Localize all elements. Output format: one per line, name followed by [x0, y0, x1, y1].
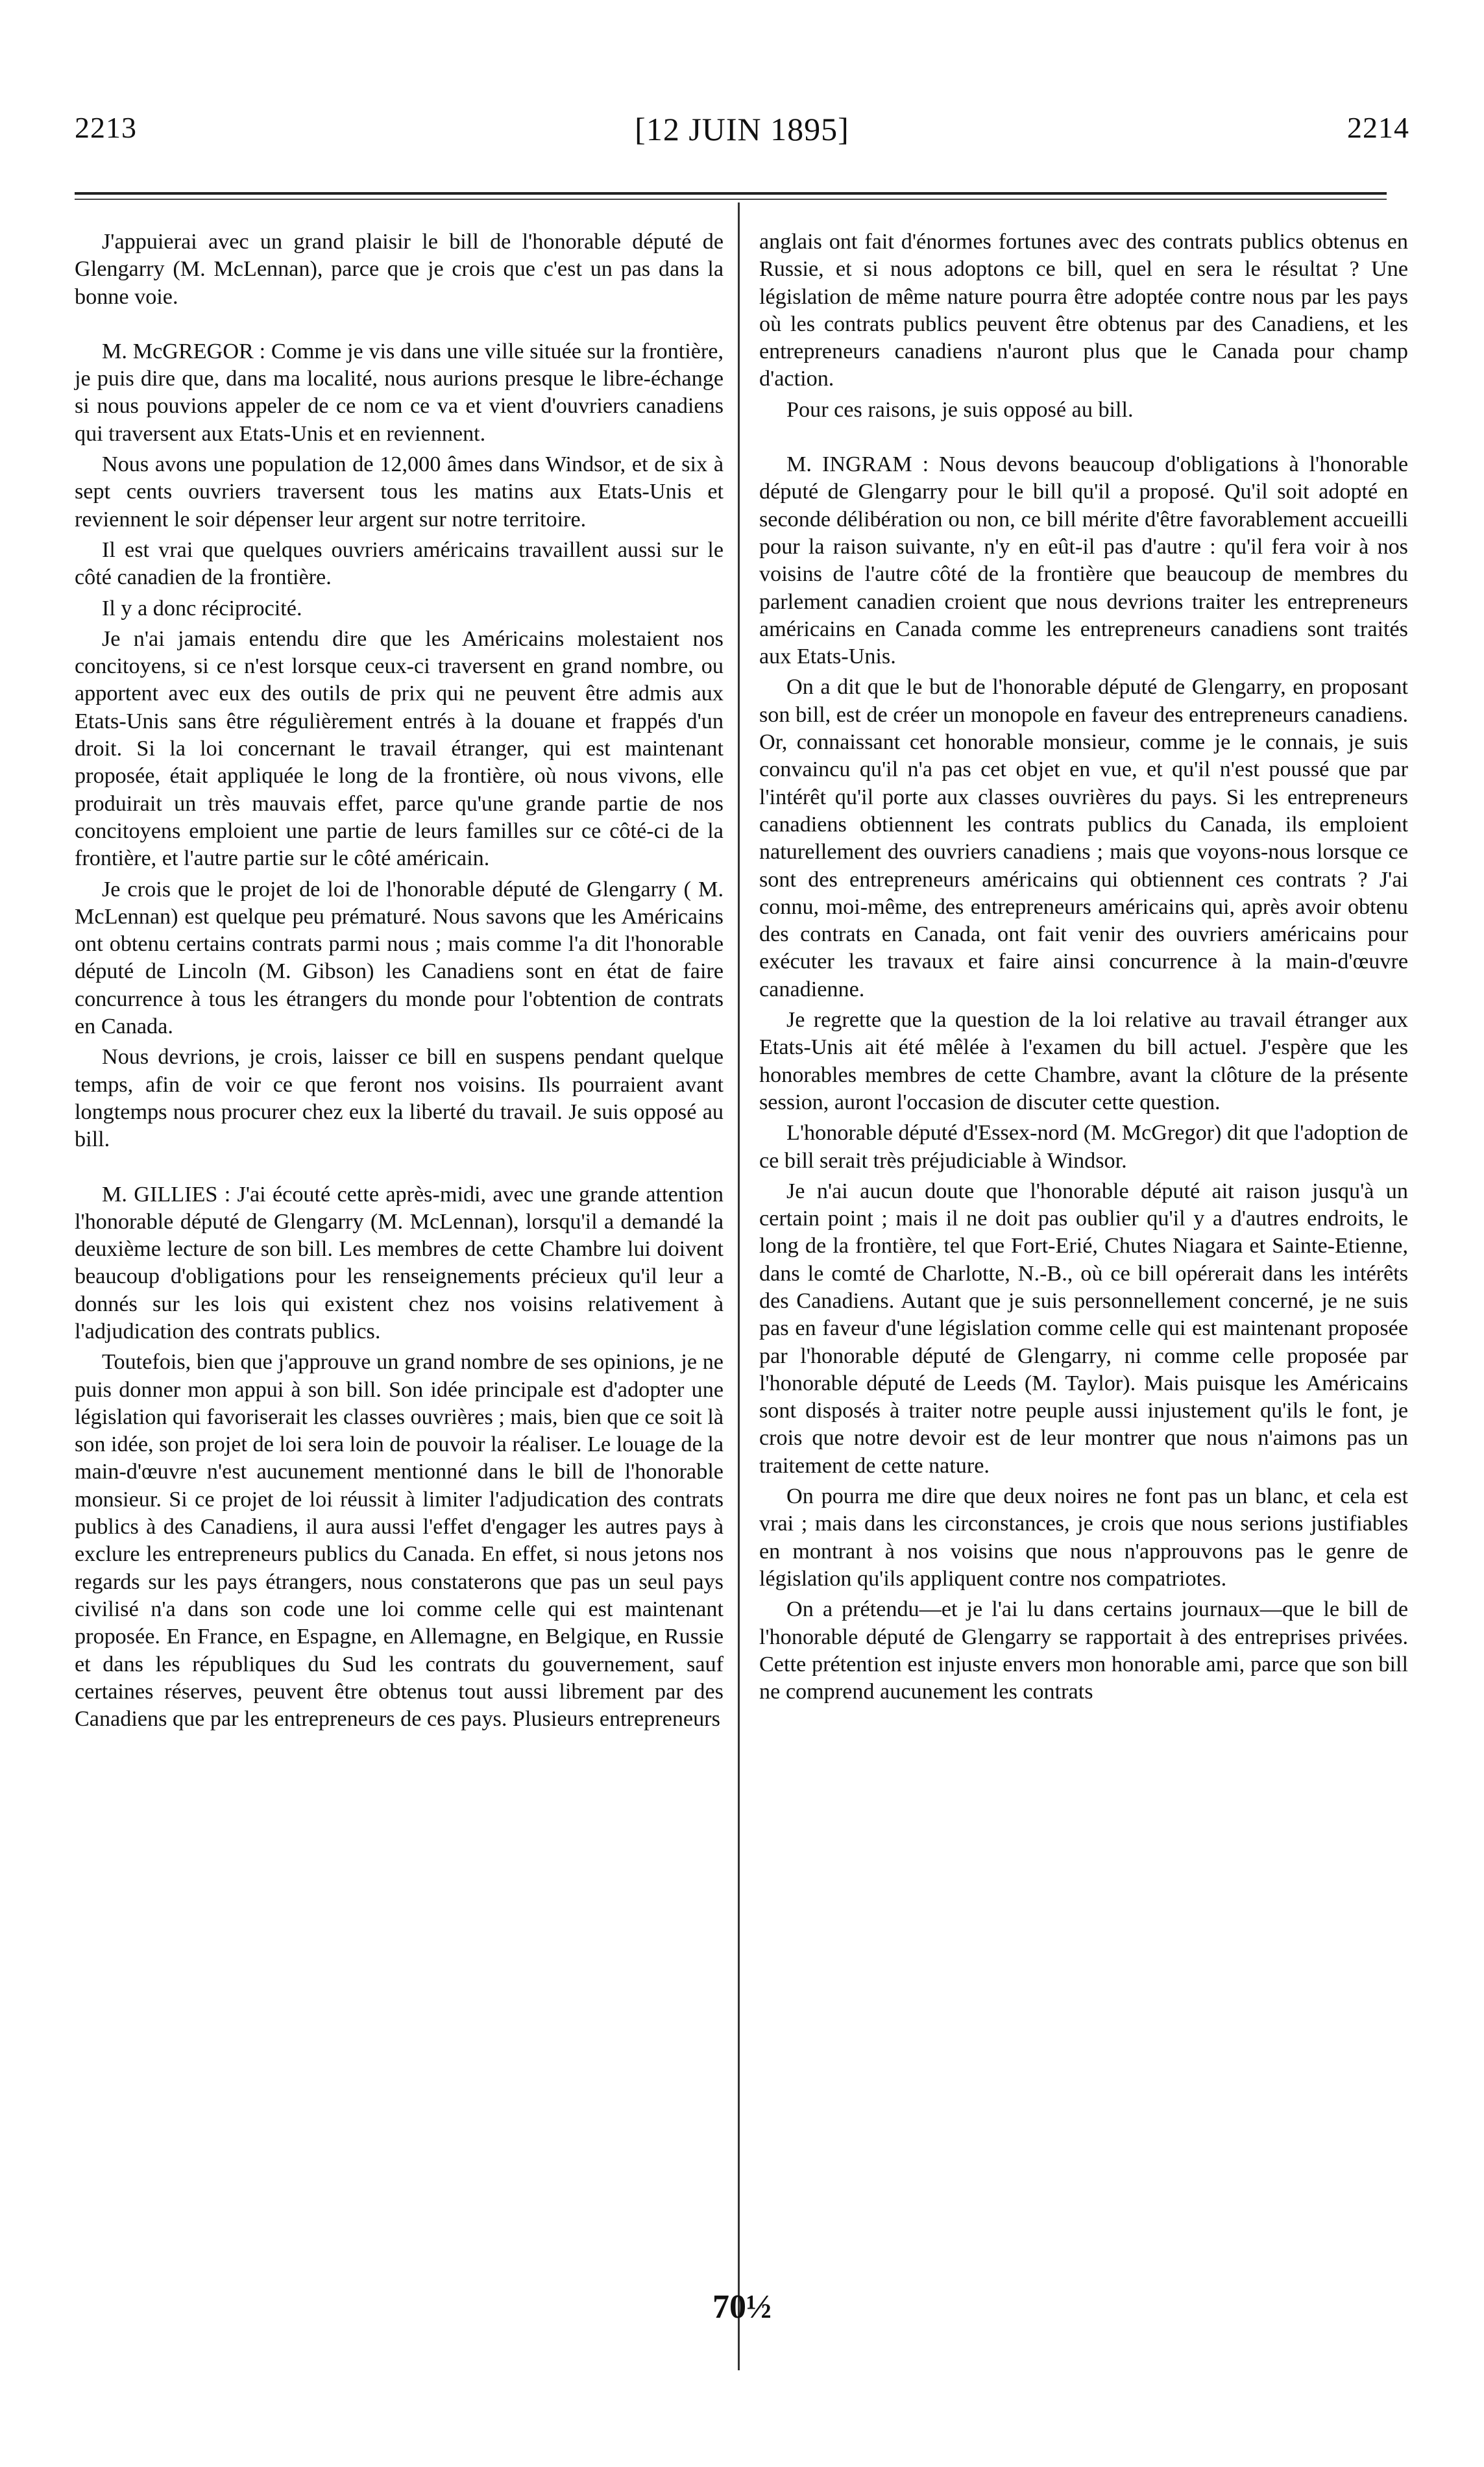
paragraph: On a dit que le but de l'honorable député de Glengarry, en proposant son bill, est de créer un monopole en faveur des entrepreneurs canadiens. Or, connaissant cet honorable monsieur, comme je le connais, je suis convaincu qu'il n'a pas cet objet en vue, et qu'il n'est poussé que par l'intérêt qu'il porte aux classes ouvrières du pays. Si les entrepreneurs canadiens obtiennent les contrats publics du Canada, ils emploient naturellement des ouvriers canadiens ; mais que voyons-nous lorsque ce sont des entrepreneurs américains qui obtiennent ces contrats ? J'ai connu, moi-même, des entrepreneurs américains qui, après avoir obtenu des contrats en Canada, ont fait venir des ouvriers américains pour exécuter les travaux et faire ainsi concurrence à la main-d'œuvre canadienne. [759, 675, 1408, 1001]
right-column [759, 228, 1408, 1709]
page-header [75, 110, 1409, 156]
paragraph: Pour ces raisons, je suis opposé au bill. [786, 397, 1134, 422]
paragraph: On pourra me dire que deux noires ne font pas un blanc, et cela est vrai ; mais dans les circonstances, je crois que nous serions justifiables en montrant à nos voisins que nous n'approuvons pas le genre de législation qu'ils appliquent contre nos compatriotes. [759, 1484, 1408, 1591]
header-rule [75, 192, 1387, 195]
paragraph: Je crois que le projet de loi de l'honorable député de Glengarry ( M. McLennan) est quelque peu prématuré. Nous savons que les Américains ont obtenu certains contrats parmi nous ; mais comme l'a dit l'honorable député de Lincoln (M. Gibson) les Canadiens sont en état de faire concurrence à tous les étrangers du monde pour l'obtention de contrats en Canada. [75, 877, 724, 1039]
paragraph: L'honorable député d'Essex-nord (M. McGregor) dit que l'adoption de ce bill serait très préjudiciable à Windsor. [759, 1121, 1408, 1173]
paragraph: Nous avons une population de 12,000 âmes dans Windsor, et de six à sept cents ouvriers traversent tous les matins aux Etats-Unis et reviennent le soir dépenser leur argent sur notre territoire. [75, 452, 724, 532]
paragraph: Il est vrai que quelques ouvriers américains travaillent aussi sur le côté canadien de la frontière. [75, 537, 724, 590]
paragraph: Je regrette que la question de la loi relative au travail étranger aux Etats-Unis ait été mêlée à l'examen du bill actuel. J'espère que les honorables membres de cette Chambre, avant la clôture de la présente session, auront l'occasion de discuter cette question. [759, 1008, 1408, 1114]
speech-ingram: M. INGRAM : Nous devons beaucoup d'obligations à l'honorable député de Glengarry pour le bill qu'il a proposé. Qu'il soit adopté en seconde délibération ou non, ce bill mérite d'être favorablement accueilli pour la raison suivante, n'y en eût-il pas d'autre : qu'il fera voir à nos voisins de l'autre côté de la frontière que beaucoup de membres du parlement canadien croient que nous devrions traiter les entrepreneurs américains en Canada comme les entrepreneurs canadiens sont traités aux Etats-Unis. [759, 452, 1408, 669]
page-number-right: 2214 [1347, 111, 1409, 144]
paragraph: anglais ont fait d'énormes fortunes avec des contrats publics obtenus en Russie, et si nous adoptons ce bill, quel en sera le résultat ? Une législation de même nature pourra être adoptée contre nous par les pays où les contrats publics peuvent être obtenus par des Canadiens, et les entrepreneurs canadiens n'auront plus que le Canada pour champ d'action. [759, 230, 1408, 391]
signature-mark: 70½ [712, 2289, 772, 2326]
left-column [75, 228, 724, 1736]
header-rule-thin [75, 199, 1387, 200]
paragraph: J'appuierai avec un grand plaisir le bill de l'honorable député de Glengarry (M. McLennan), parce que je crois que c'est un pas dans la bonne voie. [75, 230, 724, 309]
speech-gillies: M. GILLIES : J'ai écouté cette après-midi, avec une grande attention l'honorable député de Glengarry (M. McLennan), lorsqu'il a demandé la deuxième lecture de son bill. Les membres de cette Chambre lui doivent beaucoup d'obligations pour les renseignements précieux qu'il leur a donnés sur les lois qui existent chez nos voisins relativement à l'adjudication des contrats publics. [75, 1182, 724, 1344]
paragraph: Toutefois, bien que j'approuve un grand nombre de ses opinions, je ne puis donner mon appui à son bill. Son idée principale est d'adopter une législation qui favoriserait les classes ouvrières ; mais, bien que ce soit là son idée, son projet de loi sera loin de pouvoir la réaliser. Le louage de la main-d'œuvre n'est aucunement mentionné dans le bill de l'honorable monsieur. Si ce projet de loi réussit à limiter l'adjudication des contrats publics à des Canadiens, il aura aussi l'effet d'engager les autres pays à exclure les entrepreneurs publics du Canada. En effet, si nous jetons nos regards sur les pays étrangers, nous constaterons que pas un seul pays civilisé n'a dans son code une loi comme celle qui est maintenant proposée. En France, en Espagne, en Allemagne, en Belgique, en Russie et dans les républiques du Sud les contrats du gouvernement, sauf certaines réserves, peuvent être obtenus tout aussi librement par des Canadiens que par les entrepreneurs de ces pays. Plusieurs entrepreneurs [75, 1350, 724, 1732]
column-divider [738, 203, 740, 2370]
paragraph: On a prétendu—et je l'ai lu dans certains journaux—que le bill de l'honorable député de Glengarry se rapportait à des entreprises privées. Cette prétention est injuste envers mon honorable ami, parce que son bill ne comprend aucunement les contrats [759, 1597, 1408, 1704]
paragraph: Je n'ai aucun doute que l'honorable député ait raison jusqu'à un certain point ; mais il ne doit pas oublier qu'il y a d'autres endroits, le long de la frontière, tel que Fort-Erié, Chutes Niagara et Sainte-Etienne, dans le comté de Charlotte, N.-B., où ce bill opérerait dans les intérêts des Canadiens. Autant que je suis personnellement concerné, je ne suis pas en faveur d'une législation comme celle qui est maintenant proposée par l'honorable député de Glengarry, ni comme celle proposée par l'honorable député de Leeds (M. Taylor). Mais puisque les Américains sont disposés à traiter notre peuple aussi injustement qu'ils le font, je crois que notre devoir est de leur montrer que nous n'aimons pas un traitement de cette nature. [759, 1179, 1408, 1478]
paragraph: Il y a donc réciprocité. [102, 596, 302, 620]
page-number-left: 2213 [75, 111, 137, 144]
paragraph: Je n'ai jamais entendu dire que les Américains molestaient nos concitoyens, si ce n'est lorsque ceux-ci traversent en grand nombre, ou apportent avec eux des outils de prix qui ne peuvent être admis aux Etats-Unis sans être régulièrement entrés à la douane et frappés d'un droit. Si la loi concernant le travail étranger, qui est maintenant proposée, était appliquée le long de la frontière, où nous vivons, elle produirait un très mauvais effet, parce qu'une grande partie de nos concitoyens emploient une partie de leurs familles sur ce côté-ci de la frontière, et l'autre partie sur le côté américain. [75, 626, 724, 871]
page-date: [12 JUIN 1895] [635, 111, 849, 147]
speech-mcgregor: M. McGREGOR : Comme je vis dans une ville située sur la frontière, je puis dire que, dans ma localité, nous aurions presque le libre-échange si nous pouvions appeler de ce nom ce va et vient d'ouvriers canadiens qui traversent aux Etats-Unis et en reviennent. [75, 339, 724, 446]
paragraph: Nous devrions, je crois, laisser ce bill en suspens pendant quelque temps, afin de voir ce que feront nos voisins. Ils pourraient avant longtemps nous procurer chez eux la liberté du travail. Je suis opposé au bill. [75, 1045, 724, 1152]
